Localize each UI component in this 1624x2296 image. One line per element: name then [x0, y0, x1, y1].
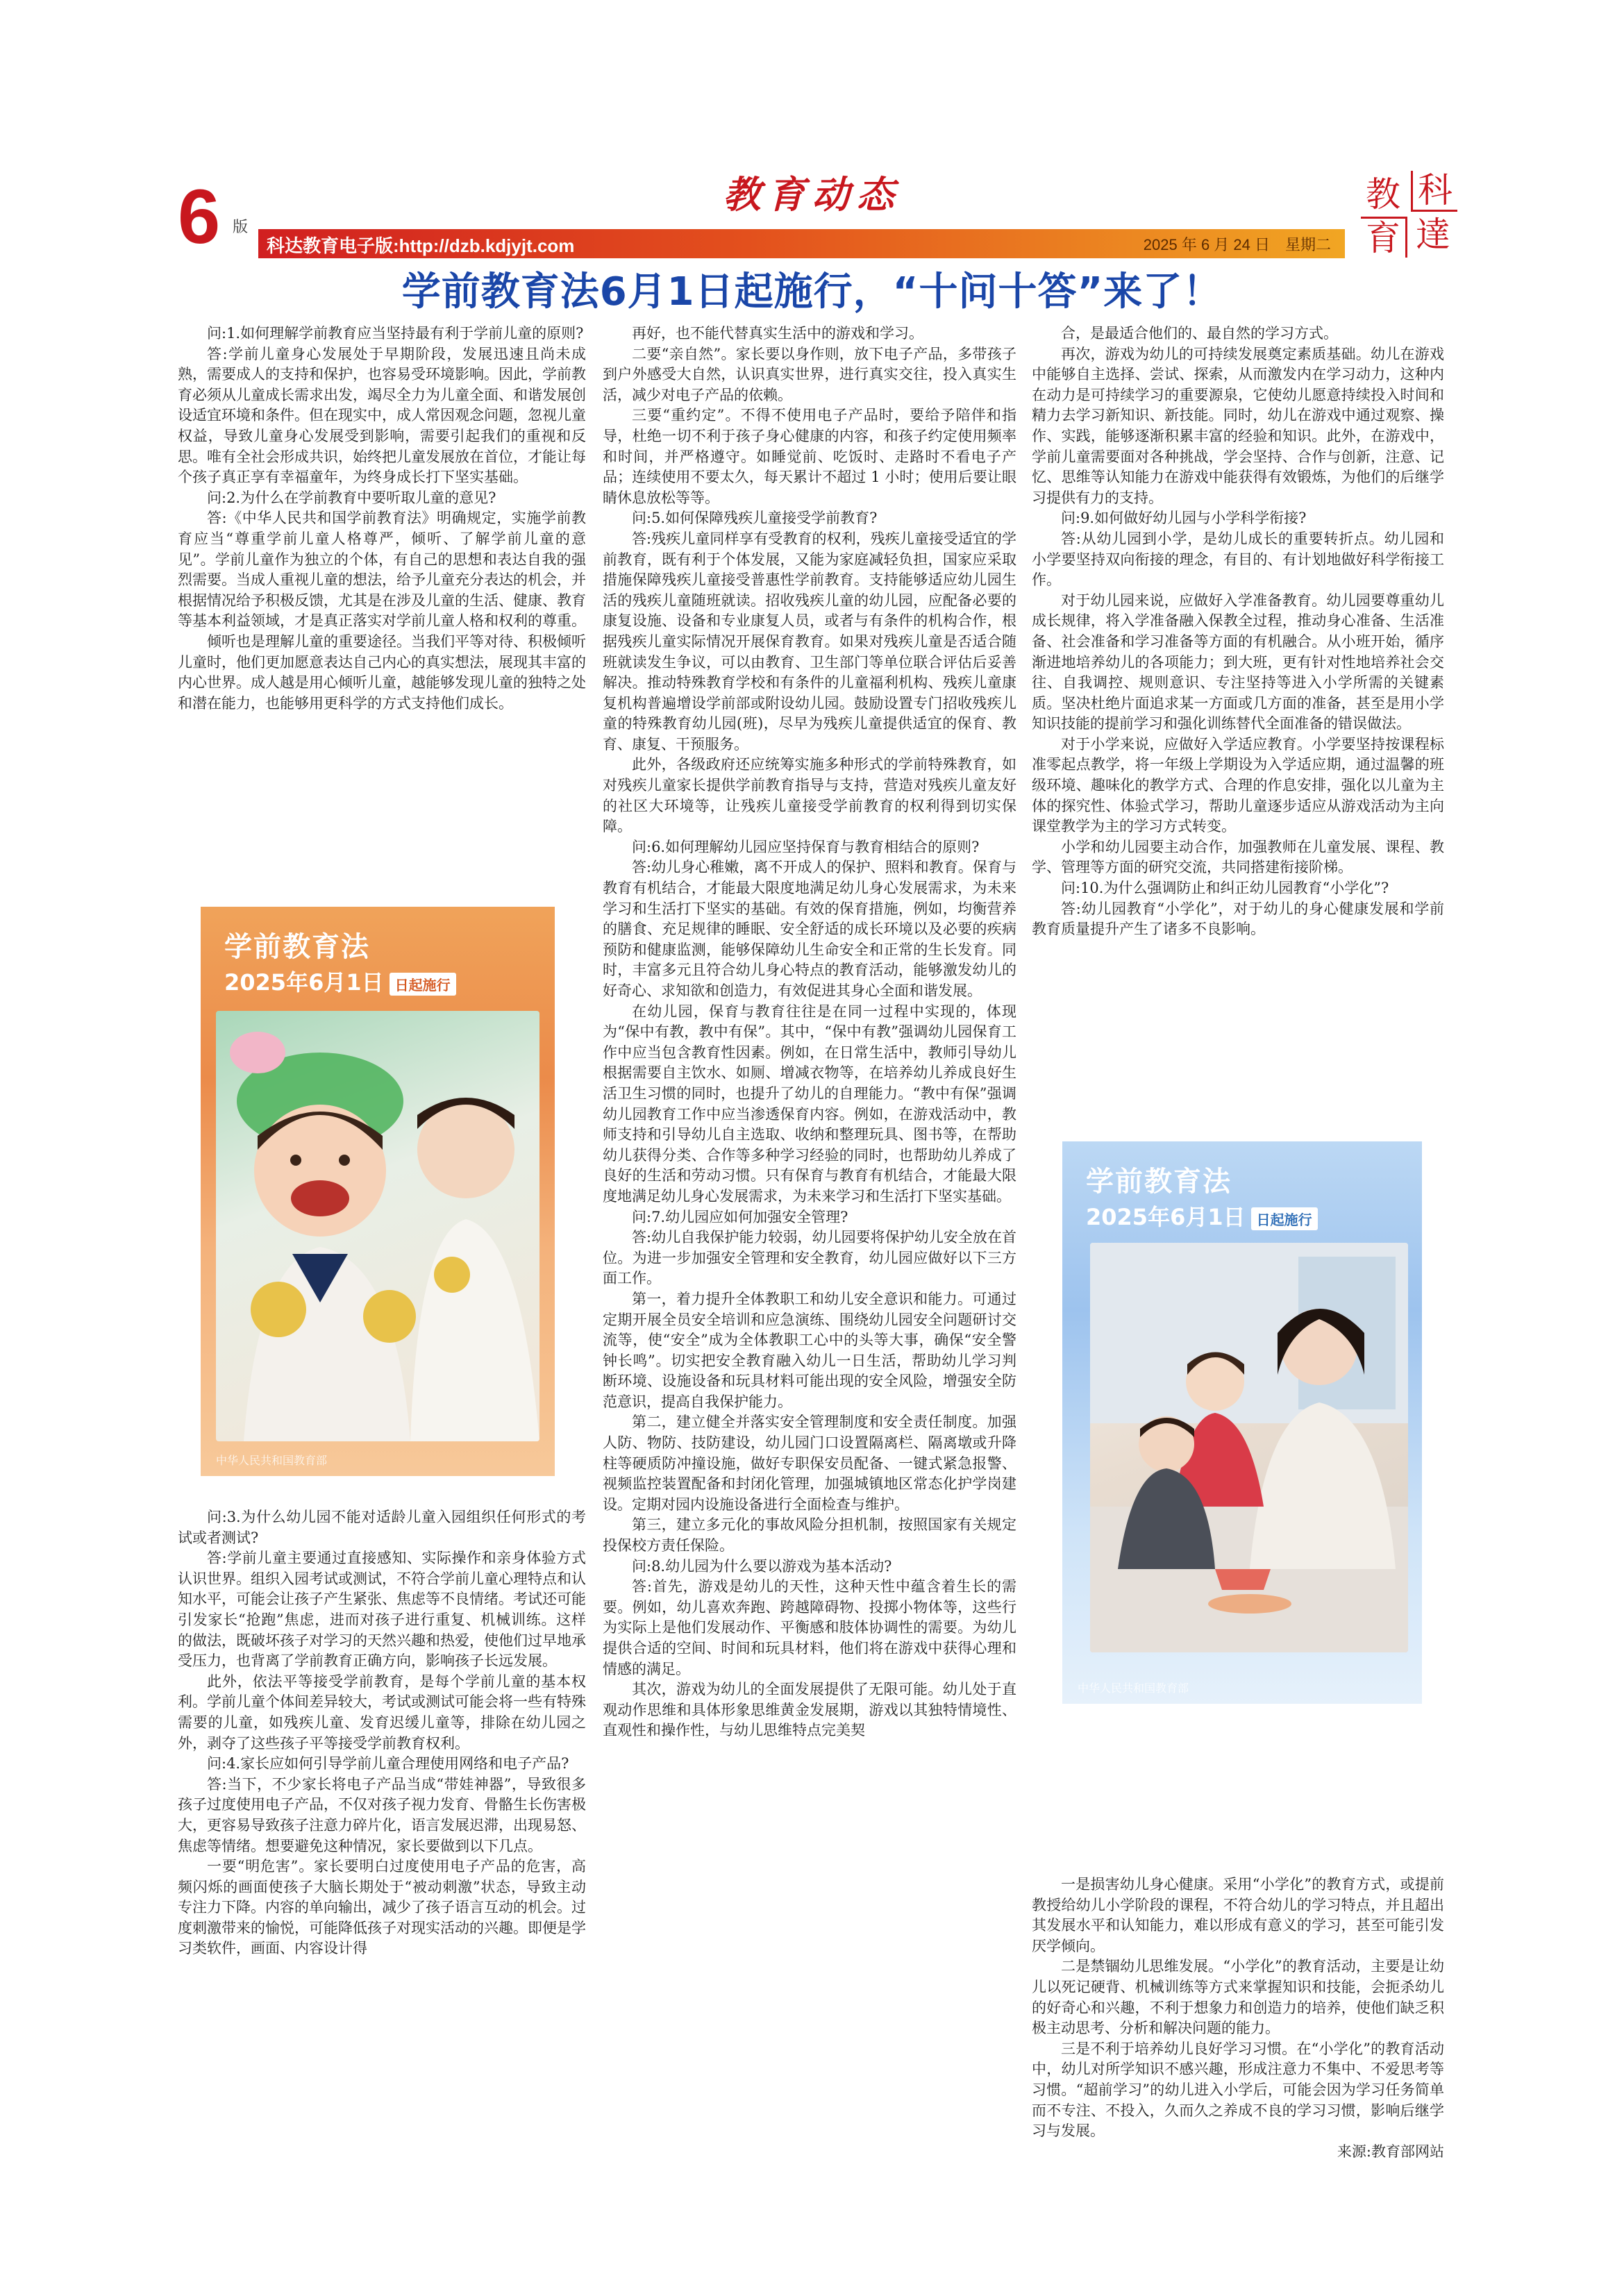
paragraph: 问:7.幼儿园应如何加强安全管理? — [632, 1208, 848, 1225]
logo-char-2: 科 — [1411, 171, 1457, 212]
column-3-upper — [1032, 324, 1444, 940]
keda-logo — [1361, 170, 1458, 258]
paragraph: 二要“亲自然”。家长要以身作则，放下电子产品，多带孩子到户外感受大自然，认识真实世界，进行真实交往，投入真实生活，减少对电子产品的依赖。 — [603, 345, 1016, 403]
paragraph: 倾听也是理解儿童的重要途径。当我们平等对待、积极倾听儿童时，他们更加愿意表达自己内心的真实想法，展现其丰富的内心世界。成人越是用心倾听儿童，越能够发现儿童的独特之处和潜在能力，也能够用更科学的方式支持他们成长。 — [178, 632, 586, 712]
paragraph: 答:幼儿身心稚嫩，离不开成人的保护、照料和教育。保育与教育有机结合，才能最大限度地满足幼儿身心发展需求，为未来学习和生活打下坚实的基础。有效的保育措施，例如，均衡营养的膳食、充足规律的睡眠、安全舒适的成长环境以及必要的疾病预防和健康监测，能够保障幼儿生命安全和正常的生长发育。同时，丰富多元且符合幼儿身心特点的教育活动，能够激发幼儿的好奇心、求知欲和创造力，有效促进其身心全面和谐发展。 — [603, 859, 1016, 999]
paragraph: 一是损害幼儿身心健康。采用“小学化”的教育方式，或提前教授给幼儿小学阶段的课程，不符合幼儿的学习特点，并且超出其发展水平和认知能力，难以形成有意义的学习，甚至可能引发厌学倾向。 — [1032, 1876, 1444, 1954]
site-url[interactable]: 科达教育电子版:http://dzb.kdjyjt.com — [267, 235, 575, 256]
issue-date: 2025 年 6 月 24 日 星期二 — [1143, 236, 1331, 253]
column-1-upper — [178, 324, 586, 714]
column-2 — [603, 324, 1016, 1741]
poster-title: 学前教育法 — [1086, 1166, 1232, 1198]
paragraph: 问:6.如何理解幼儿园应坚持保育与教育相结合的原则? — [632, 838, 980, 855]
paragraph: 答:学前儿童身心发展处于早期阶段，发展迅速且尚未成熟，需要成人的支持和保护，也容易受环境影响。因此，学前教育必须从儿童成长需求出发，竭尽全力为儿童全面、和谐发展创设适宜环境和条件。但在现实中，成人常因观念问题，忽视儿童权益，导致儿童身心发展受到影响，需要引起我们的重视和反思。唯有全社会形成共识，始终把儿童发展放在首位，才能让每个孩子真正享有幸福童年，为终身成长打下坚实基础。 — [178, 345, 586, 486]
paragraph: 答:当下，不少家长将电子产品当成“带娃神器”，导致很多孩子过度使用电子产品，不仅对孩子视力发育、骨骼生长伤害极大，更容易导致孩子注意力碎片化，语言发展迟滞，出现易怒、焦虑等情绪。想要避免这种情况，家长要做到以下几点。 — [178, 1775, 586, 1854]
logo-char-3: 育 — [1361, 217, 1407, 258]
paragraph: 此外，各级政府还应统筹实施多种形式的学前特殊教育，如对残疾儿童家长提供学前教育指导与支持，营造对残疾儿童友好的社区大环境等，让残疾儿童接受学前教育的权利得到切实保障。 — [603, 756, 1016, 835]
paragraph: 再好，也不能代替真实生活中的游戏和学习。 — [632, 325, 923, 342]
poster-date-text: 2025年6月1日 — [1086, 1204, 1246, 1230]
paragraph: 第二，建立健全并落实安全管理制度和安全责任制度。加强人防、物防、技防建设，幼儿园门口设置隔离栏、隔离墩或升降柱等硬质防冲撞设施，做好专职保安员配备、一键式紧急报警、视频监控装置配备和封闭化管理，加强城镇地区常态化护学岗建设。定期对园内设施设备进行全面检查与维护。 — [603, 1414, 1016, 1513]
poster-date-text: 2025年6月1日 — [224, 969, 384, 996]
paragraph: 答:学前儿童主要通过直接感知、实际操作和亲身体验方式认识世界。组织入园考试或测试，不符合学前儿童心理特点和认知水平，可能会让孩子产生紧张、焦虑等不良情绪。考试还可能引发家长“抢跑”焦虑，进而对孩子进行重复、机械训练。这样的做法，既破坏孩子对学习的天然兴趣和热爱，使他们过早地承受压力，也背离了学前教育正确方向，影响孩子长远发展。 — [178, 1550, 586, 1670]
header-bar — [258, 229, 1345, 258]
poster-image-1 — [201, 907, 555, 1476]
paragraph: 答:残疾儿童同样享有受教育的权利，残疾儿童接受适宜的学前教育，既有利于个体发展，又能为家庭减轻负担，国家应采取措施保障残疾儿童接受普惠性学前教育。支持能够适应幼儿园生活的残疾儿童随班就读。招收残疾儿童的幼儿园，应配备必要的康复设施、设备和专业康复人员，或者与有条件的机构合作，根据残疾儿童实际情况开展保育教育。如果对残疾儿童是否适合随班就读发生争议，可以由教育、卫生部门等单位联合评估后妥善解决。推动特殊教育学校和有条件的儿童福利机构、残疾儿童康复机构普遍增设学前部或附设幼儿园。鼓励设置专门招收残疾儿童的特殊教育幼儿园(班)，尽早为残疾儿童提供适宜的保育、教育、康复、干预服务。 — [603, 530, 1016, 753]
section-title: 教育动态 — [723, 173, 901, 217]
paragraph: 问:4.家长应如何引导学前儿童合理使用网络和电子产品? — [207, 1755, 569, 1773]
paragraph: 问:1.如何理解学前教育应当坚持最有利于学前儿童的原则? — [207, 325, 584, 342]
paragraph: 在幼儿园，保育与教育往往是在同一过程中实现的，体现为“保中有教，教中有保”。其中，“保中有教”强调幼儿园保育工作中应当包含教育性因素。例如，在日常生活中，教师引导幼儿根据需要自主饮水、如厕、增减衣物等，在培养幼儿养成良好生活卫生习惯的同时，也提升了幼儿的自理能力。“教中有保”强调幼儿园教育工作中应当渗透保育内容。例如，在游戏活动中，教师支持和引导幼儿自主选取、收纳和整理玩具、图书等，在帮助幼儿获得分类、合作等多种学习经验的同时，也帮助幼儿养成了良好的生活和劳动习惯。只有保育与教育有机结合，才能最大限度地满足幼儿身心发展需求，为未来学习和生活打下坚实基础。 — [603, 1003, 1016, 1205]
poster-badge: 日起施行 — [1251, 1207, 1318, 1230]
paragraph: 答:幼儿园教育“小学化”，对于幼儿的身心健康发展和学前教育质量提升产生了诸多不良影响。 — [1032, 900, 1444, 938]
paragraph: 小学和幼儿园要主动合作，加强教师在儿童发展、课程、教学、管理等方面的研究交流，共同搭建衔接阶梯。 — [1032, 838, 1444, 876]
logo-char-1: 教 — [1366, 174, 1400, 215]
page-number: 6 — [178, 174, 218, 260]
paragraph: 答:《中华人民共和国学前教育法》明确规定，实施学前教育应当“尊重学前儿童人格尊严，倾听、了解学前儿童的意见”。学前儿童作为独立的个体，有自己的思想和表达自我的强烈需要。当成人重视儿童的想法，给予儿童充分表达的机会，并根据情况给予积极反馈，尤其是在涉及儿童的生活、健康、教育等基本利益领域，才是真正落实对学前儿童人格和权利的尊重。 — [178, 510, 586, 630]
paragraph: 对于幼儿园来说，应做好入学准备教育。幼儿园要尊重幼儿成长规律，将入学准备融入保教全过程，推动身心准备、生活准备、社会准备和学习准备等方面的有机融合。从小班开始，循序渐进地培养幼儿的各项能力；到大班，更有针对性地培养社会交往、自我调控、规则意识、专注坚持等进入小学所需的关键素质。坚决杜绝片面追求某一方面或几方面的准备，甚至是用小学知识技能的提前学习和强化训练替代全面准备的错误做法。 — [1032, 592, 1444, 732]
paragraph: 问:2.为什么在学前教育中要听取儿童的意见? — [207, 489, 496, 506]
paragraph: 问:3.为什么幼儿园不能对适龄儿童入园组织任何形式的考试或者测试? — [178, 1509, 586, 1546]
paragraph: 问:10.为什么强调防止和纠正幼儿园教育“小学化”? — [1061, 880, 1389, 897]
paragraph: 答:从幼儿园到小学，是幼儿成长的重要转折点。幼儿园和小学要坚持双向衔接的理念，有目的、有计划地做好科学衔接工作。 — [1032, 530, 1444, 589]
poster-image-2 — [1062, 1141, 1422, 1704]
poster-title: 学前教育法 — [224, 931, 370, 963]
paragraph: 问:9.如何做好幼儿园与小学科学衔接? — [1061, 510, 1307, 527]
paragraph: 第一，着力提升全体教职工和幼儿安全意识和能力。可通过定期开展全员安全培训和应急演练、围绕幼儿园安全问题研讨交流等，使“安全”成为全体教职工心中的头等大事，确保“安全警钟长鸣”。切实把安全教育融入幼儿一日生活，帮助幼儿学习判断环境、设施设备和玩具材料可能出现的安全风险，增强安全防范意识，提高自我保护能力。 — [603, 1290, 1016, 1410]
paragraph: 此外，依法平等接受学前教育，是每个学前儿童的基本权利。学前儿童个体间差异较大，考试或测试可能会将一些有特殊需要的儿童，如残疾儿童、发育迟缓儿童等，排除在幼儿园之外，剥夺了这些孩子平等接受学前教育权利。 — [178, 1673, 586, 1752]
children-photo-illustration — [216, 1011, 539, 1441]
poster-date — [224, 965, 456, 997]
column-1-lower — [178, 1507, 586, 1959]
teacher-children-photo-illustration — [1090, 1243, 1408, 1652]
poster-footer: 中华人民共和国教育部 — [216, 1454, 328, 1467]
paragraph: 一要“明危害”。家长要明白过度使用电子产品的危害，高频闪烁的画面使孩子大脑长期处于“被动刺激”状态，导致主动专注力下降。内容的单向输出，减少了孩子语言互动的机会。过度刺激带来的愉悦，可能降低孩子对现实活动的兴趣。即便是学习类软件，画面、内容设计得 — [178, 1858, 586, 1957]
paragraph: 问:8.幼儿园为什么要以游戏为基本活动? — [632, 1557, 892, 1575]
article-headline: 学前教育法6月1日起施行，“十问十答”来了！ — [401, 269, 1223, 315]
column-3-lower — [1032, 1875, 1444, 2162]
paragraph: 再次，游戏为幼儿的可持续发展奠定素质基础。幼儿在游戏中能够自主选择、尝试、探索，从而激发内在学习动力，这种内在动力是可持续学习的重要源泉，它使幼儿愿意持续投入时间和精力去学习新知识、新技能。同时，幼儿在游戏中通过观察、操作、实践，能够逐渐积累丰富的经验和知识。此外，在游戏中，学前儿童需要面对各种挑战，学会坚持、合作与创新，注意、记忆、思维等认知能力在游戏中能获得有效锻炼，为他们的后继学习提供有力的支持。 — [1032, 345, 1444, 506]
paragraph: 答:首先，游戏是幼儿的天性，这种天性中蕴含着生长的需要。例如，幼儿喜欢奔跑、跨越障碍物、投掷小物体等，这些行为实际上是他们发展动作、平衡感和肢体协调性的需要。为幼儿提供合适的空间、时间和玩具材料，他们将在游戏中获得心理和情感的满足。 — [603, 1578, 1016, 1677]
paragraph: 问:5.如何保障残疾儿童接受学前教育? — [632, 510, 878, 527]
paragraph: 二是禁锢幼儿思维发展。“小学化”的教育活动，主要是让幼儿以死记硬背、机械训练等方式来掌握知识和技能，会扼杀幼儿的好奇心和兴趣，不利于想象力和创造力的培养，使他们缺乏积极主动思考、分析和解决问题的能力。 — [1032, 1958, 1444, 2037]
paragraph: 第三，建立多元化的事故风险分担机制，按照国家有关规定投保校方责任保险。 — [603, 1516, 1016, 1555]
poster-badge: 日起施行 — [390, 973, 456, 996]
paragraph: 三是不利于培养幼儿良好学习习惯。在“小学化”的教育活动中，幼儿对所学知识不感兴趣，形成注意力不集中、不爱思考等习惯。“超前学习”的幼儿进入小学后，可能会因为学习任务简单而不专注、不投入，久而久之养成不良的学习习惯，影响后继学习与发展。 — [1032, 2040, 1444, 2140]
paragraph: 三要“重约定”。不得不使用电子产品时，要给予陪伴和指导，杜绝一切不利于孩子身心健康的内容，和孩子约定使用频率和时间，并严格遵守。如睡觉前、吃饭时、走路时不看电子产品；连续使用不要太久，每天累计不超过 1 小时；使用后要让眼睛休息放松等等。 — [603, 407, 1016, 506]
poster-photo — [216, 1011, 539, 1441]
paragraph: 对于小学来说，应做好入学适应教育。小学要坚持按课程标准零起点教学，将一年级上学期设为入学适应期，通过温馨的班级环境、趣味化的教学方式、合理的作息安排，强化以儿童为主体的探究性、体验式学习，帮助儿童逐步适应从游戏活动为主向课堂教学为主的学习方式转变。 — [1032, 735, 1444, 835]
paragraph: 合，是最适合他们的、最自然的学习方式。 — [1061, 325, 1338, 342]
source-credit: 来源:教育部网站 — [1337, 2143, 1444, 2160]
poster-photo — [1090, 1243, 1408, 1652]
page-unit-label: 版 — [232, 219, 248, 236]
paragraph: 答:幼儿自我保护能力较弱，幼儿园要将保护幼儿安全放在首位。为进一步加强安全管理和安全教育，幼儿园应做好以下三方面工作。 — [603, 1229, 1016, 1287]
logo-char-4: 達 — [1416, 215, 1450, 255]
paragraph: 其次，游戏为幼儿的全面发展提供了无限可能。幼儿处于直观动作思维和具体形象思维黄金发展期，游戏以其独特情境性、直观性和操作性，与幼儿思维特点完美契 — [603, 1681, 1016, 1739]
poster-footer: 中华人民共和国教育部 — [1078, 1682, 1189, 1695]
poster-date — [1086, 1200, 1318, 1232]
